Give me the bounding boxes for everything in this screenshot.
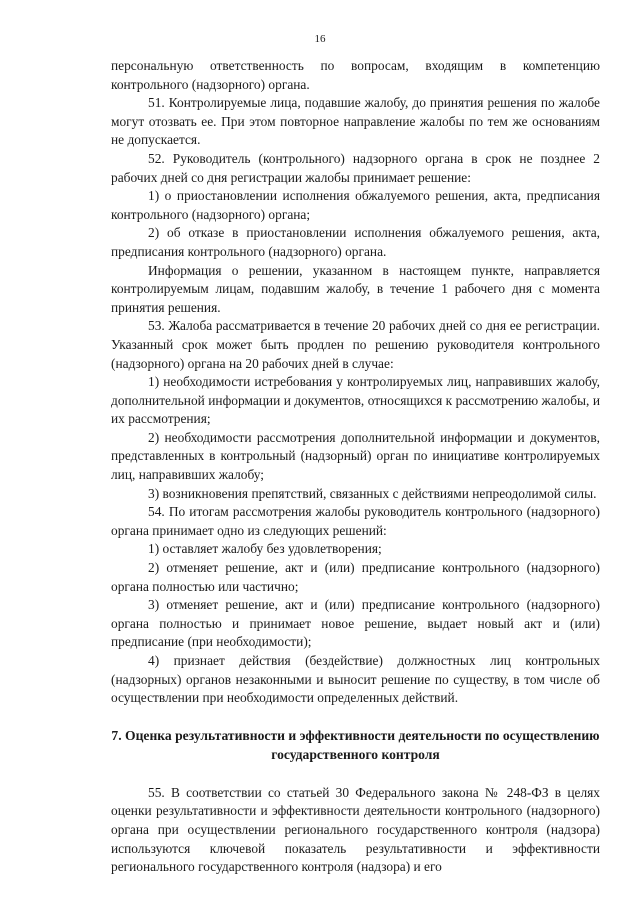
document-body — [111, 57, 600, 877]
paragraph: 51. Контролируемые лица, подавшие жалобу, до принятия решения по жалобе могут отозвать ее. При этом повторное направление жалобы по тем же основаниям не допускается. — [111, 95, 600, 148]
paragraph: 52. Руководитель (контрольного) надзорного органа в срок не позднее 2 рабочих дней со дня регистрации жалобы принимает решение: — [111, 150, 600, 185]
paragraph: 2) отменяет решение, акт и (или) предписание контрольного (надзорного) органа полностью или частично; — [111, 560, 600, 594]
paragraph: 2) об отказе в приостановлении исполнения обжалуемого решения, акта, предписания контрольного (надзорного) органа. — [111, 225, 600, 259]
paragraph: 4) признает действия (бездействие) должностных лиц контрольных (надзорных) органов незаконными и выносит решение по существу, в том числе об осуществлении при необходимости определенных действий. — [111, 653, 600, 706]
section-heading: 7. Оценка результативности и эффективности деятельности по осуществлению государственного контроля — [111, 727, 600, 762]
paragraph: 2) необходимости рассмотрения дополнительной информации и документов, представленных в контрольный (надзорный) орган по инициативе контролируемых лиц, направивших жалобу; — [111, 429, 600, 483]
paragraph: 1) о приостановлении исполнения обжалуемого решения, акта, предписания контрольного (надзорного) органа; — [111, 188, 600, 222]
paragraph: 3) отменяет решение, акт и (или) предписание контрольного (надзорного) органа полностью и принимает новое решение, выдает новый акт и (или) предписание (при необходимости); — [111, 597, 600, 650]
paragraph: 1) оставляет жалобу без удовлетворения; — [148, 541, 382, 557]
page-number: 16 — [314, 33, 326, 45]
paragraph: 1) необходимости истребования у контролируемых лиц, направивших жалобу, дополнительной информации и документов, относящихся к рассмотрению жалобы, и их рассмотрения; — [111, 374, 600, 427]
paragraph: персональную ответственность по вопросам, входящим в компетенцию контрольного (надзорного) органа. — [111, 58, 600, 92]
paragraph: Информация о решении, указанном в настоящем пункте, направляется контролируемым лицам, подавшим жалобу, в течение 1 рабочего дня с момента принятия решения. — [111, 262, 600, 315]
paragraph: 53. Жалоба рассматривается в течение 20 рабочих дней со дня ее регистрации. Указанный срок может быть продлен по решению руководителя контрольного (надзорного) органа на 20 рабочих дней в случае: — [111, 318, 600, 371]
paragraph: 55. В соответствии со статьей 30 Федерального закона № 248-ФЗ в целях оценки результативности и эффективности деятельности контрольного (надзорного) органа при осуществлении регионального государственного контроля (надзора) используются ключевой показатель результативности и эффективности регионального государственного контроля (надзора) и его — [111, 784, 600, 875]
paragraph: 3) возникновения препятствий, связанных с действиями непреодолимой силы. — [148, 485, 597, 501]
paragraph: 54. По итогам рассмотрения жалобы руководитель контрольного (надзорного) органа принимает одно из следующих решений: — [111, 504, 600, 538]
